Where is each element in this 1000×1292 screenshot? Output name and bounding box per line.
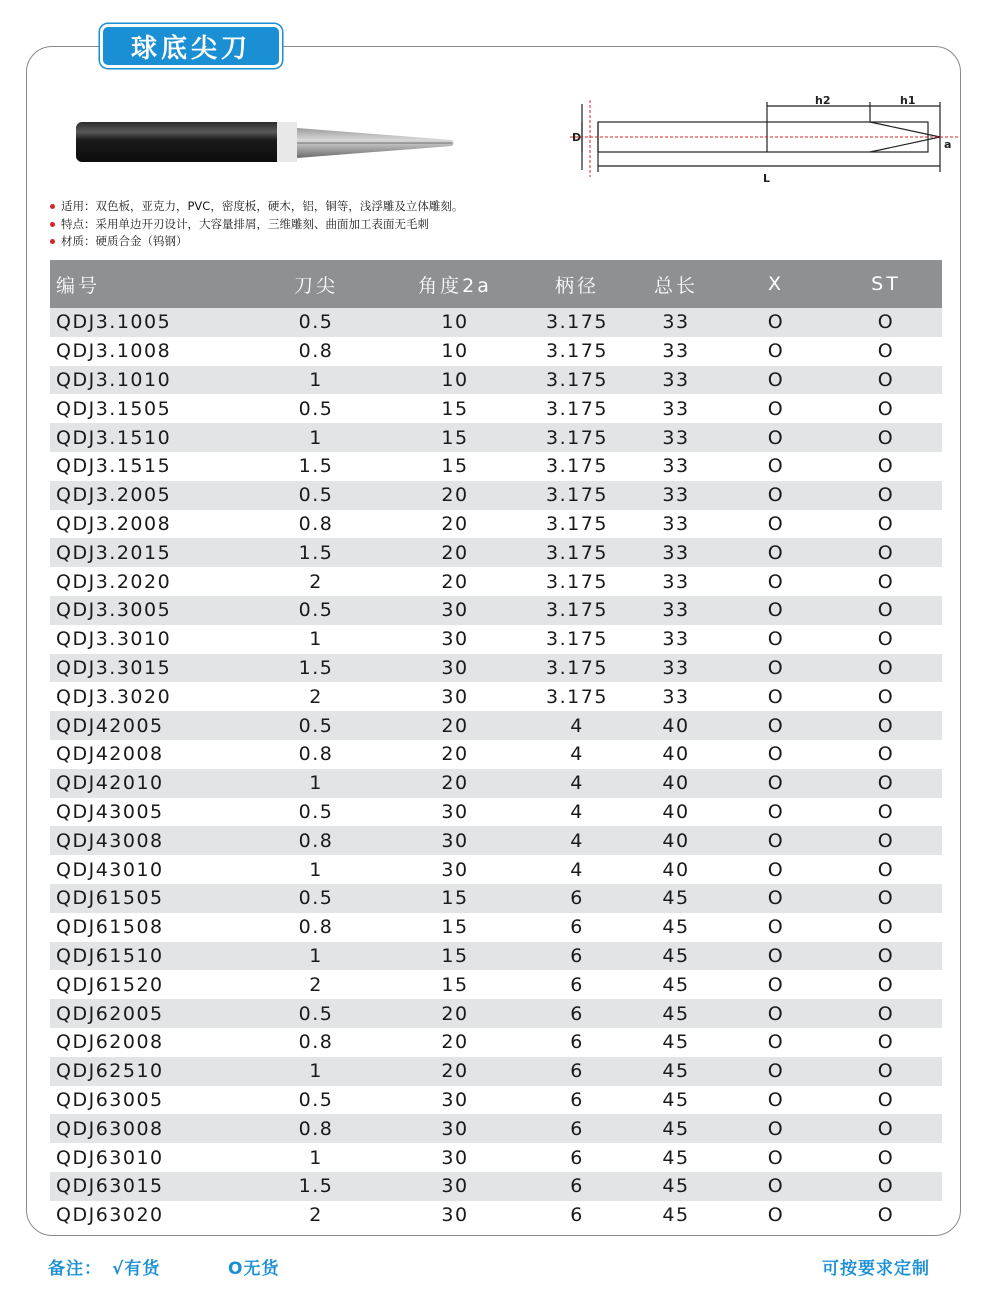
header-length: 总长 — [630, 260, 722, 308]
table-cell: O — [722, 538, 830, 567]
table-cell: O — [830, 826, 942, 855]
table-row — [50, 682, 942, 711]
table-cell: QDJ61508 — [56, 916, 164, 939]
table-cell: O — [767, 916, 785, 939]
table-cell: 1.5 — [298, 455, 334, 478]
table-cell: 0.8 — [246, 1114, 386, 1143]
table-cell: O — [722, 1114, 830, 1143]
table-row — [50, 999, 942, 1028]
tool-photo-image — [72, 110, 462, 170]
table-cell: 6 — [524, 1172, 630, 1201]
table-row — [50, 1201, 942, 1230]
table-cell: 0.8 — [298, 512, 334, 535]
table-cell: O — [877, 397, 895, 420]
table-row — [50, 1028, 942, 1057]
table-cell: 40 — [630, 711, 722, 740]
diagram-label-h1: h1 — [900, 94, 916, 107]
table-cell: O — [877, 1204, 895, 1227]
header-shank: 柄径 — [524, 260, 630, 308]
table-cell: 2 — [309, 1204, 323, 1227]
table-cell: 2 — [309, 570, 323, 593]
feature-text: 材质：硬质合金（钨钢） — [61, 234, 188, 248]
table-cell: 3.175 — [524, 308, 630, 337]
table-cell: QDJ63010 — [56, 1146, 164, 1169]
table-cell: 10 — [386, 308, 524, 337]
table-cell: 40 — [630, 826, 722, 855]
table-cell: 30 — [441, 1146, 469, 1169]
table-cell: 20 — [386, 769, 524, 798]
table-cell: 3.175 — [524, 538, 630, 567]
table-cell: 3.175 — [524, 654, 630, 683]
table-cell: 6 — [570, 973, 584, 996]
table-cell: 45 — [662, 1088, 690, 1111]
table-cell: QDJ3.1505 — [56, 397, 172, 420]
table-cell: QDJ63008 — [50, 1114, 246, 1143]
diagram-label-h2: h2 — [815, 94, 831, 107]
table-cell: 10 — [441, 340, 469, 363]
table-cell: O — [877, 570, 895, 593]
table-row — [50, 567, 942, 596]
table-cell: O — [830, 769, 942, 798]
table-cell: 30 — [441, 628, 469, 651]
table-cell: 40 — [662, 743, 690, 766]
table-cell: QDJ3.1515 — [56, 455, 172, 478]
table-cell: O — [877, 628, 895, 651]
table-cell: O — [767, 685, 785, 708]
table-cell: 20 — [386, 538, 524, 567]
table-cell: 0.5 — [246, 308, 386, 337]
table-row — [50, 366, 942, 395]
table-cell: 33 — [662, 570, 690, 593]
feature-item — [50, 216, 463, 234]
table-cell: O — [722, 308, 830, 337]
table-cell: 6 — [570, 1204, 584, 1227]
table-cell: 4 — [570, 800, 584, 823]
table-row — [50, 510, 942, 539]
table-cell: O — [830, 999, 942, 1028]
table-cell: 6 — [570, 916, 584, 939]
table-cell: 30 — [386, 826, 524, 855]
table-cell: 2 — [309, 685, 323, 708]
table-cell: 6 — [524, 999, 630, 1028]
table-cell: 0.8 — [246, 826, 386, 855]
table-cell: O — [830, 1114, 942, 1143]
bullet-icon — [50, 239, 55, 244]
table-cell: QDJ61505 — [50, 884, 246, 913]
table-cell: O — [722, 596, 830, 625]
header-st: ST — [830, 260, 942, 308]
table-row — [50, 1086, 942, 1115]
table-cell: 20 — [386, 481, 524, 510]
table-cell: 15 — [386, 942, 524, 971]
table-cell: 30 — [441, 858, 469, 881]
table-cell: O — [767, 800, 785, 823]
table-row — [50, 942, 942, 971]
table-cell: 15 — [441, 916, 469, 939]
table-cell: 15 — [386, 423, 524, 452]
table-cell: O — [877, 743, 895, 766]
table-cell: O — [722, 654, 830, 683]
table-cell: 10 — [386, 366, 524, 395]
table-cell: QDJ3.3010 — [56, 628, 172, 651]
table-cell: 4 — [524, 826, 630, 855]
table-row — [50, 970, 942, 999]
table-cell: O — [877, 1088, 895, 1111]
table-row — [50, 740, 942, 769]
table-cell: 6 — [570, 1088, 584, 1111]
table-cell: O — [877, 973, 895, 996]
table-cell: 0.5 — [246, 481, 386, 510]
table-cell: 33 — [630, 481, 722, 510]
table-row — [50, 394, 942, 423]
table-row — [50, 1114, 942, 1143]
table-cell: QDJ63015 — [50, 1172, 246, 1201]
table-cell: 3.175 — [524, 481, 630, 510]
table-cell: O — [877, 800, 895, 823]
table-row — [50, 654, 942, 683]
table-row — [50, 308, 942, 337]
table-cell: O — [830, 481, 942, 510]
table-cell: O — [877, 916, 895, 939]
table-row — [50, 625, 942, 654]
table-cell: O — [830, 1057, 942, 1086]
table-cell: O — [830, 1172, 942, 1201]
table-cell: O — [722, 366, 830, 395]
table-cell: O — [767, 858, 785, 881]
table-cell: 0.8 — [298, 916, 334, 939]
table-cell: 45 — [662, 973, 690, 996]
table-cell: QDJ61510 — [50, 942, 246, 971]
table-cell: 3.175 — [546, 512, 608, 535]
table-cell: 0.5 — [246, 596, 386, 625]
table-cell: 4 — [570, 743, 584, 766]
table-row — [50, 1143, 942, 1172]
table-cell: QDJ3.2005 — [50, 481, 246, 510]
table-row — [50, 913, 942, 942]
feature-text: 特点：采用单边开刃设计，大容量排屑，三维雕刻、曲面加工表面无毛刺 — [61, 216, 429, 231]
table-cell: 30 — [386, 1172, 524, 1201]
table-cell: 33 — [662, 628, 690, 651]
table-cell: O — [722, 999, 830, 1028]
bullet-icon — [50, 204, 55, 209]
table-cell: 6 — [524, 1114, 630, 1143]
table-cell: 0.5 — [246, 999, 386, 1028]
table-cell: 6 — [524, 942, 630, 971]
table-row — [50, 481, 942, 510]
diagram-label-a: a — [944, 138, 952, 151]
table-cell: 30 — [386, 596, 524, 625]
table-cell: 0.8 — [298, 1031, 334, 1054]
table-row — [50, 452, 942, 481]
table-cell: 6 — [524, 1057, 630, 1086]
table-cell: 20 — [386, 711, 524, 740]
table-cell: O — [830, 711, 942, 740]
table-cell: QDJ3.3020 — [56, 685, 172, 708]
table-cell: QDJ43005 — [56, 800, 164, 823]
table-cell: 33 — [662, 512, 690, 535]
table-cell: QDJ42008 — [56, 743, 164, 766]
table-cell: QDJ3.3015 — [50, 654, 246, 683]
table-cell: O — [722, 942, 830, 971]
table-cell: 3.175 — [546, 570, 608, 593]
table-row — [50, 337, 942, 366]
table-cell: O — [767, 1204, 785, 1227]
table-cell: 40 — [630, 769, 722, 798]
table-cell: 30 — [441, 685, 469, 708]
table-cell: QDJ3.1005 — [50, 308, 246, 337]
table-cell: 33 — [630, 538, 722, 567]
footer-note-label: 备注： — [48, 1259, 102, 1279]
table-cell: QDJ3.2015 — [50, 538, 246, 567]
table-cell: 33 — [630, 654, 722, 683]
table-row — [50, 423, 942, 452]
table-cell: O — [767, 570, 785, 593]
table-cell: O — [830, 884, 942, 913]
footer-in-stock: √有货 — [112, 1259, 161, 1279]
table-cell: 33 — [662, 397, 690, 420]
table-cell: 1 — [246, 942, 386, 971]
table-cell: 3.175 — [546, 340, 608, 363]
table-cell: O — [830, 538, 942, 567]
table-cell: 20 — [441, 743, 469, 766]
table-cell: QDJ62510 — [50, 1057, 246, 1086]
table-row — [50, 1172, 942, 1201]
table-cell: 1 — [246, 1057, 386, 1086]
table-cell: O — [830, 654, 942, 683]
table-cell: QDJ43008 — [50, 826, 246, 855]
table-cell: 0.5 — [246, 711, 386, 740]
table-cell: O — [722, 826, 830, 855]
table-cell: 30 — [441, 1088, 469, 1111]
table-row — [50, 798, 942, 827]
table-cell: O — [767, 743, 785, 766]
table-cell: 1.5 — [246, 654, 386, 683]
table-cell: 33 — [662, 685, 690, 708]
table-cell: O — [877, 858, 895, 881]
table-cell: O — [767, 973, 785, 996]
table-cell: 20 — [386, 1057, 524, 1086]
header-x: X — [722, 260, 830, 308]
table-cell: 15 — [441, 973, 469, 996]
table-cell: 3.175 — [546, 685, 608, 708]
table-cell: O — [722, 481, 830, 510]
table-cell: 20 — [441, 570, 469, 593]
table-cell: O — [767, 628, 785, 651]
table-cell: 1 — [246, 366, 386, 395]
table-cell: QDJ3.2008 — [56, 512, 172, 535]
table-cell: 0.5 — [298, 800, 334, 823]
table-cell: 3.175 — [546, 397, 608, 420]
feature-item — [50, 233, 463, 251]
table-cell: O — [722, 423, 830, 452]
table-cell: O — [767, 1031, 785, 1054]
table-cell: QDJ3.1008 — [56, 340, 172, 363]
page-title: 球底尖刀 — [100, 24, 282, 68]
table-cell: 30 — [441, 800, 469, 823]
table-cell: 6 — [570, 1031, 584, 1054]
table-cell: 4 — [524, 769, 630, 798]
header-tip: 刀尖 — [246, 260, 386, 308]
table-cell: 40 — [662, 858, 690, 881]
table-cell: QDJ62005 — [50, 999, 246, 1028]
table-cell: 20 — [441, 1031, 469, 1054]
table-cell: 0.5 — [298, 397, 334, 420]
footer-custom: 可按要求定制 — [822, 1259, 930, 1279]
table-cell: O — [767, 397, 785, 420]
feature-list — [50, 198, 463, 251]
table-cell: QDJ3.2020 — [56, 570, 172, 593]
table-cell: 45 — [630, 1114, 722, 1143]
bullet-icon — [50, 222, 55, 227]
table-cell: O — [722, 769, 830, 798]
table-cell: O — [722, 711, 830, 740]
table-cell: O — [830, 366, 942, 395]
table-cell: 1 — [246, 769, 386, 798]
table-cell: QDJ61520 — [56, 973, 164, 996]
table-cell: O — [722, 884, 830, 913]
table-cell: O — [722, 1172, 830, 1201]
table-cell: QDJ43010 — [56, 858, 164, 881]
table-cell: 30 — [386, 654, 524, 683]
table-row — [50, 855, 942, 884]
table-cell: 45 — [662, 916, 690, 939]
table-cell: 33 — [630, 366, 722, 395]
table-cell: 40 — [662, 800, 690, 823]
table-cell: 20 — [386, 999, 524, 1028]
table-row — [50, 769, 942, 798]
table-cell: 33 — [662, 340, 690, 363]
table-row — [50, 711, 942, 740]
table-cell: 45 — [662, 1146, 690, 1169]
tool-dimension-diagram — [560, 92, 965, 187]
table-cell: QDJ3.1510 — [50, 423, 246, 452]
table-cell: O — [830, 596, 942, 625]
table-cell: 45 — [630, 1057, 722, 1086]
table-row — [50, 538, 942, 567]
spec-table — [50, 260, 942, 1230]
table-cell: O — [767, 1088, 785, 1111]
table-cell: 45 — [630, 1172, 722, 1201]
table-cell: O — [877, 1031, 895, 1054]
diagram-label-d: D — [572, 131, 582, 144]
table-cell: 1 — [309, 628, 323, 651]
table-cell: QDJ63005 — [56, 1088, 164, 1111]
table-cell: O — [830, 423, 942, 452]
table-cell: 45 — [630, 884, 722, 913]
table-cell: QDJ3.3005 — [50, 596, 246, 625]
header-angle: 角度2a — [386, 260, 524, 308]
table-cell: 15 — [441, 397, 469, 420]
table-row — [50, 1057, 942, 1086]
table-cell: 15 — [386, 884, 524, 913]
table-cell: O — [767, 512, 785, 535]
table-cell: O — [877, 455, 895, 478]
table-cell: 1.5 — [246, 538, 386, 567]
table-cell: 45 — [662, 1204, 690, 1227]
table-cell: 3.175 — [546, 455, 608, 478]
table-cell: 1 — [246, 423, 386, 452]
table-cell: 20 — [441, 512, 469, 535]
table-cell: O — [830, 942, 942, 971]
table-cell: 45 — [630, 999, 722, 1028]
table-cell: O — [877, 1146, 895, 1169]
table-cell: 6 — [570, 1146, 584, 1169]
table-cell: 3.175 — [546, 628, 608, 651]
table-cell: 30 — [386, 1114, 524, 1143]
table-row — [50, 884, 942, 913]
table-cell: O — [767, 1146, 785, 1169]
table-header-row — [50, 260, 942, 308]
table-cell: 4 — [524, 711, 630, 740]
table-cell: O — [877, 512, 895, 535]
table-cell: 1 — [309, 1146, 323, 1169]
table-cell: 45 — [662, 1031, 690, 1054]
feature-text: 适用：双色板，亚克力，PVC，密度板，硬木，铝，铜等，浅浮雕及立体雕刻。 — [61, 199, 464, 213]
table-cell: O — [830, 308, 942, 337]
table-cell: 33 — [662, 455, 690, 478]
table-cell: 3.175 — [524, 366, 630, 395]
table-cell: 2 — [309, 973, 323, 996]
table-cell: O — [767, 340, 785, 363]
table-cell: 0.5 — [298, 1088, 334, 1111]
table-cell: 30 — [441, 1204, 469, 1227]
table-cell: 15 — [441, 455, 469, 478]
table-cell: 45 — [630, 942, 722, 971]
table-row — [50, 596, 942, 625]
table-cell: QDJ62008 — [56, 1031, 164, 1054]
table-cell: 33 — [630, 596, 722, 625]
header-code: 编号 — [50, 260, 246, 308]
table-cell: O — [767, 455, 785, 478]
table-row — [50, 826, 942, 855]
table-cell: 0.8 — [298, 340, 334, 363]
table-cell: QDJ42010 — [50, 769, 246, 798]
table-cell: O — [722, 1057, 830, 1086]
feature-item — [50, 198, 463, 216]
table-cell: QDJ3.1010 — [50, 366, 246, 395]
table-cell: 0.8 — [298, 743, 334, 766]
footer-out-of-stock: O无货 — [228, 1259, 280, 1279]
table-cell: 0.5 — [246, 884, 386, 913]
table-cell: O — [877, 340, 895, 363]
table-cell: O — [877, 685, 895, 708]
table-cell: 4 — [570, 858, 584, 881]
table-cell: 1 — [309, 858, 323, 881]
table-cell: QDJ42005 — [50, 711, 246, 740]
table-cell: 6 — [524, 884, 630, 913]
table-cell: 1.5 — [246, 1172, 386, 1201]
table-cell: 3.175 — [524, 596, 630, 625]
table-cell: QDJ63020 — [56, 1204, 164, 1227]
table-cell: 33 — [630, 308, 722, 337]
table-cell: 33 — [630, 423, 722, 452]
table-cell: 3.175 — [524, 423, 630, 452]
diagram-label-l: L — [763, 172, 771, 185]
